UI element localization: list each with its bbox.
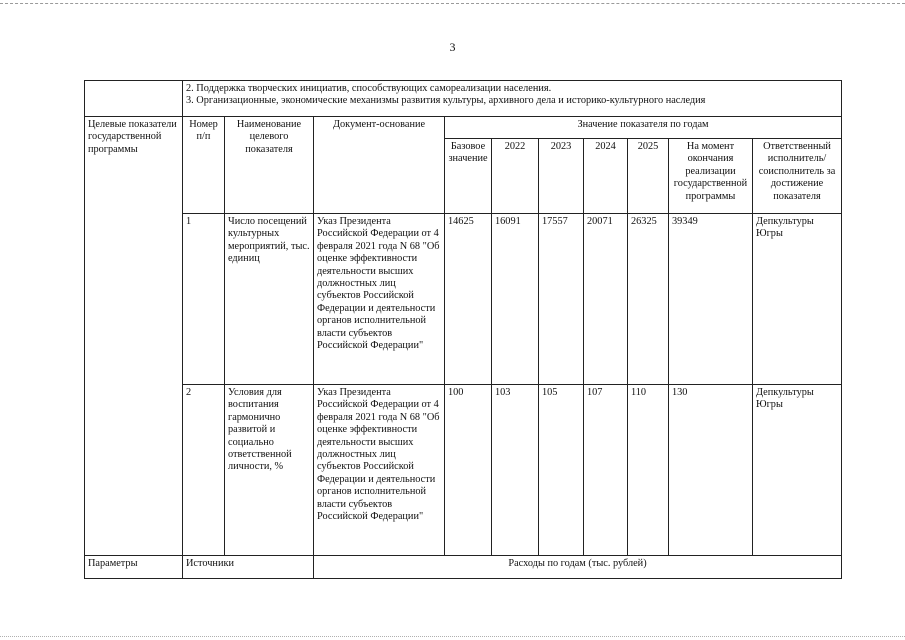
parameters-expenses-header: Расходы по годам (тыс. рублей) — [314, 556, 842, 579]
header-year-2025: 2025 — [628, 139, 669, 214]
row-indicator-name: Число посещений культурных мероприятий, тыс. единиц — [225, 214, 314, 385]
row-document: Указ Президента Российской Федерации от 4 февраля 2021 года N 68 "Об оценке эффективности деятельности высших должностных лиц субъектов Российской Федерации и деятельности органов исполнительной власти субъектов Российской Федерации" — [314, 214, 445, 385]
row-value-2023: 105 — [539, 385, 584, 556]
header-document: Документ-основание — [314, 117, 445, 214]
parameters-sources: Источники — [183, 556, 314, 579]
row-value-2022: 103 — [492, 385, 539, 556]
row-responsible: Депкультуры Югры — [753, 385, 842, 556]
row-number: 1 — [183, 214, 225, 385]
row-value-2024: 107 — [584, 385, 628, 556]
page-number: 3 — [449, 40, 456, 54]
row-value-2024: 20071 — [584, 214, 628, 385]
row-responsible: Депкультуры Югры — [753, 214, 842, 385]
task-item: 2. Поддержка творческих инициатив, способствующих самореализации населения. — [186, 83, 552, 94]
scan-edge-top — [0, 3, 905, 4]
row-value-2025: 110 — [628, 385, 669, 556]
indicators-header-row — [85, 117, 842, 139]
header-year-2023: 2023 — [539, 139, 584, 214]
row-value-2023: 17557 — [539, 214, 584, 385]
header-values-by-year: Значение показателя по годам — [445, 117, 842, 139]
header-number: Номер п/п — [183, 117, 225, 214]
header-indicator-name: Наименование целевого показателя — [225, 117, 314, 214]
header-base-value: Базовое значение — [445, 139, 492, 214]
tasks-row — [85, 81, 842, 117]
indicators-section-label: Целевые показатели государственной программы — [85, 117, 183, 556]
header-responsible: Ответственный исполнитель/ соисполнитель за достижение показателя — [753, 139, 842, 214]
parameters-row — [85, 556, 842, 579]
row-base-value: 100 — [445, 385, 492, 556]
parameters-label: Параметры — [85, 556, 183, 579]
table-row — [85, 214, 842, 385]
header-year-2022: 2022 — [492, 139, 539, 214]
row-indicator-name: Условия для воспитания гармонично развитой и социально ответственной личности, % — [225, 385, 314, 556]
row-document: Указ Президента Российской Федерации от 4 февраля 2021 года N 68 "Об оценке эффективности деятельности высших должностных лиц субъектов Российской Федерации и деятельности органов исполнительной власти субъектов Российской Федерации" — [314, 385, 445, 556]
tasks-cell — [183, 81, 842, 117]
table-row — [85, 385, 842, 556]
tasks-label-cell — [85, 81, 183, 117]
header-year-2024: 2024 — [584, 139, 628, 214]
task-item: 3. Организационные, экономические механизмы развития культуры, архивного дела и историко-культурного наследия — [186, 95, 706, 107]
row-value-end: 39349 — [669, 214, 753, 385]
row-base-value: 14625 — [445, 214, 492, 385]
program-passport-table — [84, 80, 842, 579]
row-number: 2 — [183, 385, 225, 556]
scan-edge-bottom — [0, 636, 905, 637]
row-value-end: 130 — [669, 385, 753, 556]
row-value-2025: 26325 — [628, 214, 669, 385]
header-end-of-program: На момент окончания реализации государственной программы — [669, 139, 753, 214]
row-value-2022: 16091 — [492, 214, 539, 385]
